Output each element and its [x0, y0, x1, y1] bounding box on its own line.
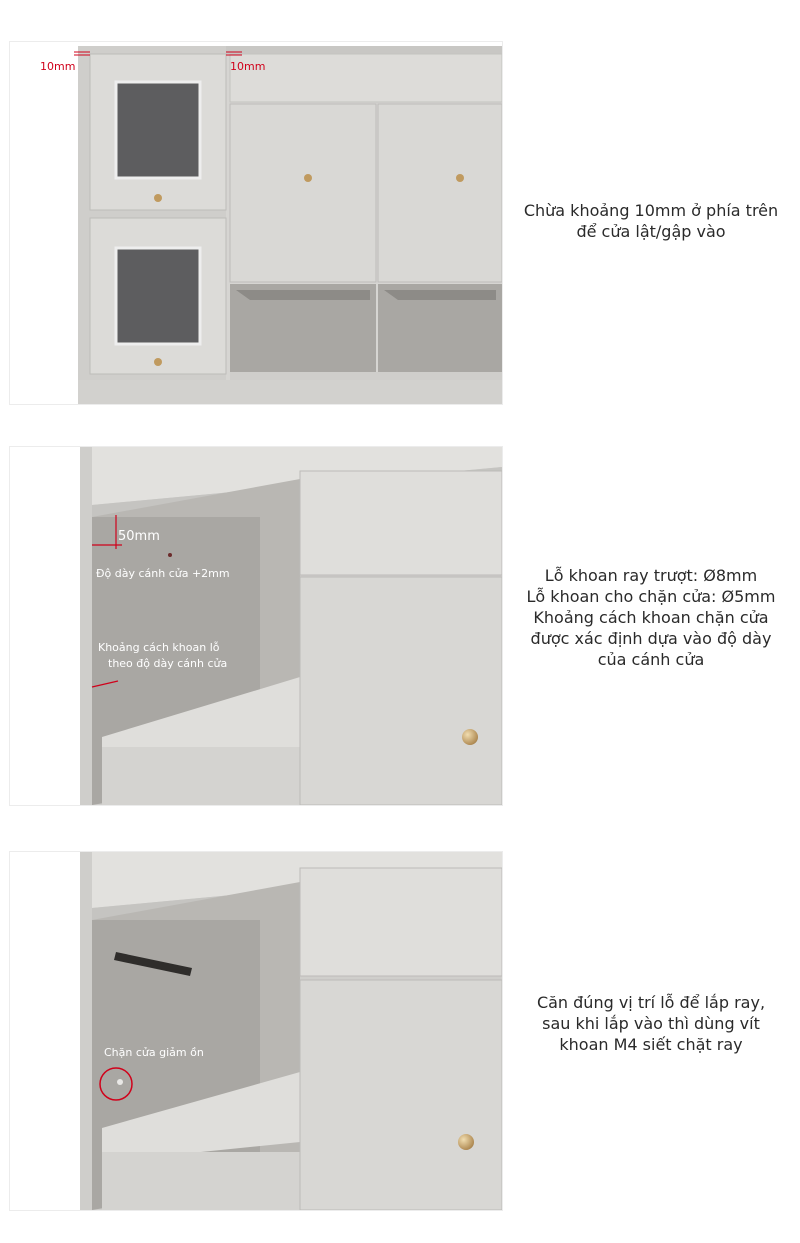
caption-line: Lỗ khoan cho chặn cửa: Ø5mm: [526, 587, 776, 606]
caption-line: được xác định dựa vào độ dày: [530, 629, 772, 648]
gap-right-label: 10mm: [230, 60, 266, 73]
caption-line: Căn đúng vị trí lỗ để lắp ray,: [536, 993, 766, 1012]
caption-rail-install: [505, 992, 797, 1055]
caption-line: sau khi lắp vào thì dùng vít: [542, 1014, 760, 1033]
caption-line: khoan M4 siết chặt ray: [559, 1035, 743, 1054]
caption-line: Chừa khoảng 10mm ở phía trên: [523, 201, 779, 220]
drill-distance-label-line1: Khoảng cách khoan lỗ: [98, 641, 220, 654]
offset-50mm-label: 50mm: [118, 529, 160, 544]
door-knob: [458, 1134, 474, 1150]
cabinet-front-illustration: [10, 42, 502, 404]
cabinet-photo-rail: [10, 852, 502, 1210]
caption-drilling-specs: [505, 565, 797, 670]
cabinet-photo-drilling: [10, 447, 502, 805]
door-thickness-label: Độ dày cánh cửa +2mm: [96, 567, 230, 580]
cabinet-photo-top: [10, 42, 502, 404]
cabinet-rail-illustration: [10, 852, 502, 1210]
caption-line: của cánh cửa: [597, 650, 705, 669]
caption-line: Khoảng cách khoan chặn cửa: [533, 608, 769, 627]
gap-left-label: 10mm: [40, 60, 76, 73]
caption-line: để cửa lật/gập vào: [576, 222, 726, 241]
door-knob: [462, 729, 478, 745]
caption-flip-door-gap: [505, 200, 797, 242]
caption-line: Lỗ khoan ray trượt: Ø8mm: [544, 566, 758, 585]
soft-close-damper-label: Chặn cửa giảm ồn: [104, 1046, 204, 1059]
drill-distance-label-line2: theo độ dày cánh cửa: [108, 657, 228, 670]
cabinet-interior-illustration: [10, 447, 502, 805]
